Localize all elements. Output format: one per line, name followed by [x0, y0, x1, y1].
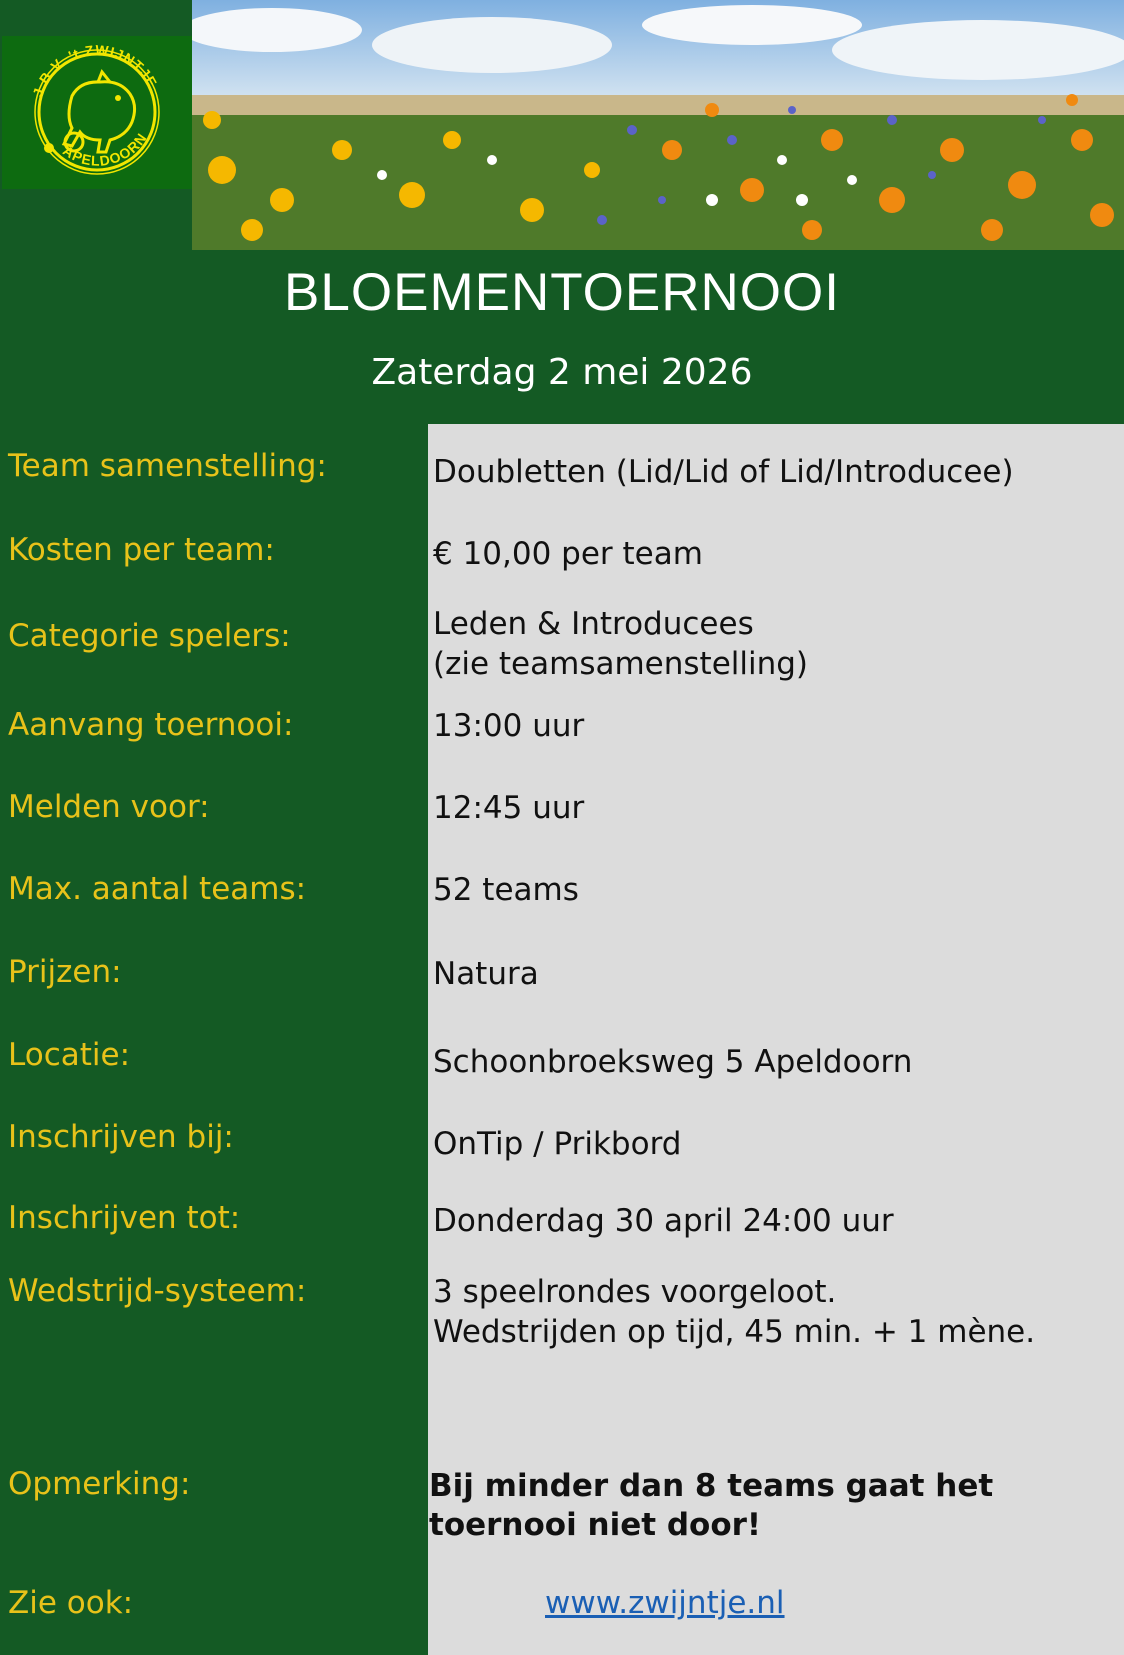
label-melden: Melden voor: [8, 789, 210, 825]
label-max-teams: Max. aantal teams: [8, 871, 307, 907]
value-max-teams: 52 teams [433, 872, 579, 908]
value-team-samenstelling: Doubletten (Lid/Lid of Lid/Introducee) [433, 454, 1014, 490]
label-team-samenstelling: Team samenstelling: [8, 448, 327, 484]
value-wedstrijd-line2: Wedstrijden op tijd, 45 min. + 1 mène. [433, 1314, 1036, 1350]
club-logo [2, 36, 192, 189]
wildflower-field-photo [192, 0, 1124, 250]
label-categorie: Categorie spelers: [8, 618, 291, 654]
value-opmerking-line2: toernooi niet door! [429, 1507, 762, 1543]
label-opmerking: Opmerking: [8, 1466, 191, 1502]
club-logo-emblem [2, 36, 192, 189]
banner-image [192, 0, 1124, 250]
value-wedstrijd-line1: 3 speelrondes voorgeloot. [433, 1274, 837, 1310]
value-kosten: € 10,00 per team [433, 536, 703, 572]
label-locatie: Locatie: [8, 1037, 131, 1073]
value-inschrijven-tot: Donderdag 30 april 24:00 uur [433, 1203, 894, 1239]
label-prijzen: Prijzen: [8, 954, 122, 990]
label-aanvang: Aanvang toernooi: [8, 707, 294, 743]
label-kosten: Kosten per team: [8, 532, 275, 568]
value-melden: 12:45 uur [433, 790, 585, 826]
value-inschrijven-bij: OnTip / Prikbord [433, 1126, 682, 1162]
label-zie-ook: Zie ook: [8, 1585, 134, 1621]
website-link[interactable]: www.zwijntje.nl [545, 1585, 785, 1621]
logo-area [0, 0, 192, 250]
value-categorie-line1: Leden & Introducees [433, 606, 754, 642]
label-inschrijven-bij: Inschrijven bij: [8, 1119, 234, 1155]
logo-text-bottom: APELDOORN [60, 129, 151, 169]
value-categorie-line2: (zie teamsamenstelling) [433, 646, 809, 682]
value-aanvang: 13:00 uur [433, 708, 585, 744]
value-prijzen: Natura [433, 956, 539, 992]
page-title: BLOEMENTOERNOOI [284, 263, 840, 322]
value-opmerking-line1: Bij minder dan 8 teams gaat het [429, 1468, 994, 1504]
value-locatie: Schoonbroeksweg 5 Apeldoorn [433, 1044, 913, 1080]
label-inschrijven-tot: Inschrijven tot: [8, 1200, 241, 1236]
label-wedstrijd-systeem: Wedstrijd-systeem: [8, 1273, 307, 1309]
logo-text-top: J.B.V. 't ZWIJNTJE [29, 41, 161, 99]
event-date: Zaterdag 2 mei 2026 [371, 352, 753, 393]
